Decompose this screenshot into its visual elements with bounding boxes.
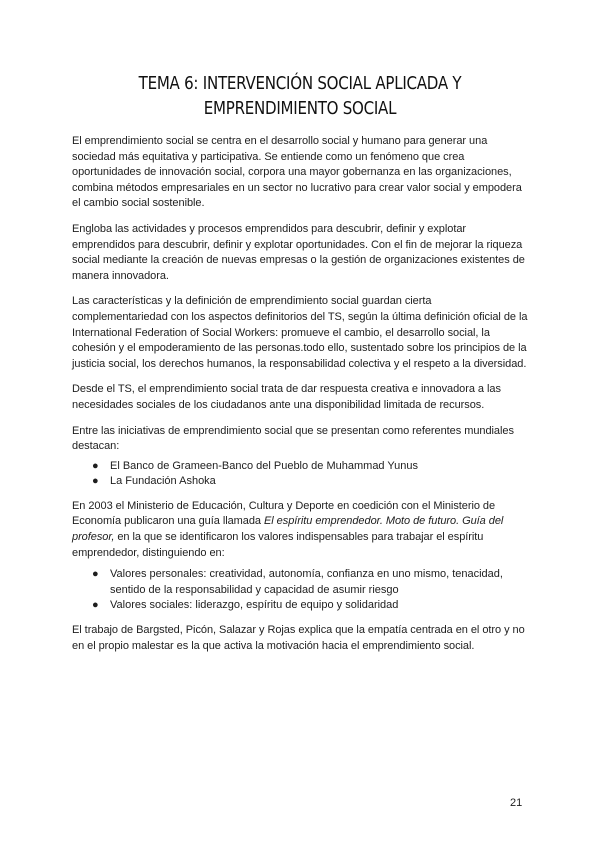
paragraph-scope: Engloba las actividades y procesos emprendidos para descubrir, definir y explotar emprendidos para descubrir, definir y explotar oportunidades. Con el fin de mejorar la riqueza social mediante la creación de nuevas empresas o la gestión de organizaciones existentes de manera innovadora. [72,222,525,282]
list-item-text: El Banco de Grameen-Banco del Pueblo de Muhammad Yunus [110,459,418,472]
paragraph-empathy: El trabajo de Bargsted, Picón, Salazar y Rojas explica que la empatía centrada en el otro y no en el propio malestar es la que activa la motivación hacia el emprendimiento social. [72,624,525,652]
page-title: TEMA 6: INTERVENCIÓN SOCIAL APLICADA Y EMPRENDIMIENTO SOCIAL [138,74,462,119]
initiatives-list [72,459,528,490]
list-item [92,598,528,614]
list-item [92,567,528,598]
values-list [72,567,528,614]
paragraph-ministry-text-end: en la que se identificaron los valores indispensables para trabajar el espíritu emprendedor, distinguiendo en: [72,531,484,559]
paragraph-ministry-text: En 2003 el Ministerio de Educación, Cultura y Deporte en coedición con el Ministerio de Economía publicaron una guía llamada [72,499,496,528]
paragraph-ministry [72,499,528,561]
bullet-icon: ● [92,459,99,472]
list-item [92,474,528,490]
paragraph-intro: El emprendimiento social se centra en el desarrollo social y humano para generar una sociedad más equitativa y participativa. Se entiende como un fenómeno que crea oportunidades de innovación social, corpora una mayor gobernanza en las organizaciones, combina métodos empresariales en un sector no lucrativo para crear valor social y empodera el cambio social sostenible. [72,135,522,210]
document-page [72,72,528,664]
guide-title: El espíritu emprendedor. Moto de futuro. Guía del profesor, [72,515,504,544]
list-item [92,459,528,475]
paragraph-ts: Desde el TS, el emprendimiento social trata de dar respuesta creativa e innovadora a las necesidades sociales de los ciudadanos ante una disponibilidad limitada de recursos. [72,383,501,411]
page-number: 21 [510,797,523,809]
paragraph-characteristics: Las características y la definición de emprendimiento social guardan cierta complementariedad con los aspectos definitorios del TS, según la última definición oficial de la International Federation of Social Workers: promueve el cambio, el desarrollo social, la cohesión y el empoderamiento de las personas.todo ello, sustentado sobre los principios de la justicia social, los derechos humanos, la responsabilidad colectiva y el respeto a la diversidad. [72,295,528,370]
paragraph-initiatives: Entre las iniciativas de emprendimiento social que se presentan como referentes mundiales destacan: [72,424,514,453]
bullet-icon: ● [92,599,99,612]
bullet-icon: ● [92,475,99,488]
bullet-icon: ● [92,568,99,581]
list-item-text: La Fundación Ashoka [110,475,216,488]
list-item-text: Valores personales: creatividad, autonomía, confianza en uno mismo, tenacidad, sentido de la responsabilidad y capacidad de asumir riesgo [110,568,503,596]
list-item-text: Valores sociales: liderazgo, espíritu de equipo y solidaridad [110,599,399,612]
